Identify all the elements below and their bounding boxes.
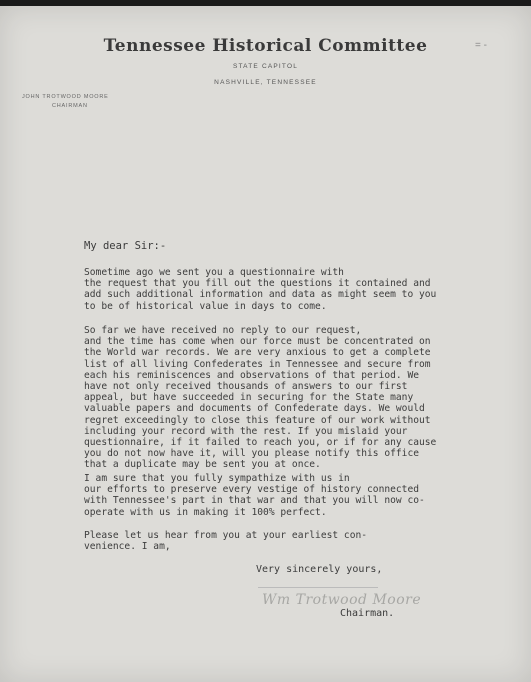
- paragraph-1: Sometime ago we sent you a questionnaire with the request that you fill out the questions it contained and add such additional information and data as might seem to you to be of historical value in days to come.: [84, 267, 437, 312]
- handwritten-signature: Wm Trotwood Moore: [262, 592, 422, 608]
- signature-title: Chairman.: [340, 608, 395, 619]
- letterhead-chairman-title: CHAIRMAN: [52, 103, 88, 109]
- letterhead-address-line1: STATE CAPITOL: [232, 63, 299, 70]
- corner-mark: = -: [475, 40, 487, 51]
- letter-page: [0, 6, 531, 682]
- paragraph-4: Please let us hear from you at your earliest con- venience. I am,: [84, 530, 368, 553]
- letterhead-address-line2: NASHVILLE, TENNESSEE: [214, 79, 317, 86]
- salutation: My dear Sir:-: [84, 240, 167, 252]
- signature-line: [258, 587, 378, 588]
- paragraph-2: So far we have received no reply to our request, and the time has come when our force must be concentrated on the World war records. We are very anxious to get a complete list of all living Confederates in Tennessee and secure from each his reminiscences and observations of that period. We have not only received thousands of answers to our first appeal, but have succeeded in securing for the State many valuable papers and documents of Confederate days. We would regret exceedingly to close this feature of our work without including your record with the rest. If you mislaid your questionnaire, if it failed to reach you, or if for any cause you do not now have it, will you please notify this office that a duplicate may be sent you at once.: [84, 325, 437, 471]
- closing: Very sincerely yours,: [256, 564, 383, 575]
- paragraph-3: I am sure that you fully sympathize with us in our efforts to preserve every vestige of history connected with Tennessee's part in that war and that you will now co- operate with us in making it 100% perfect.: [84, 473, 425, 518]
- letterhead-chairman: [22, 93, 132, 111]
- letterhead-chairman-name: JOHN TROTWOOD MOORE: [22, 94, 109, 100]
- letterhead-title: Tennessee Historical Committee: [103, 36, 428, 56]
